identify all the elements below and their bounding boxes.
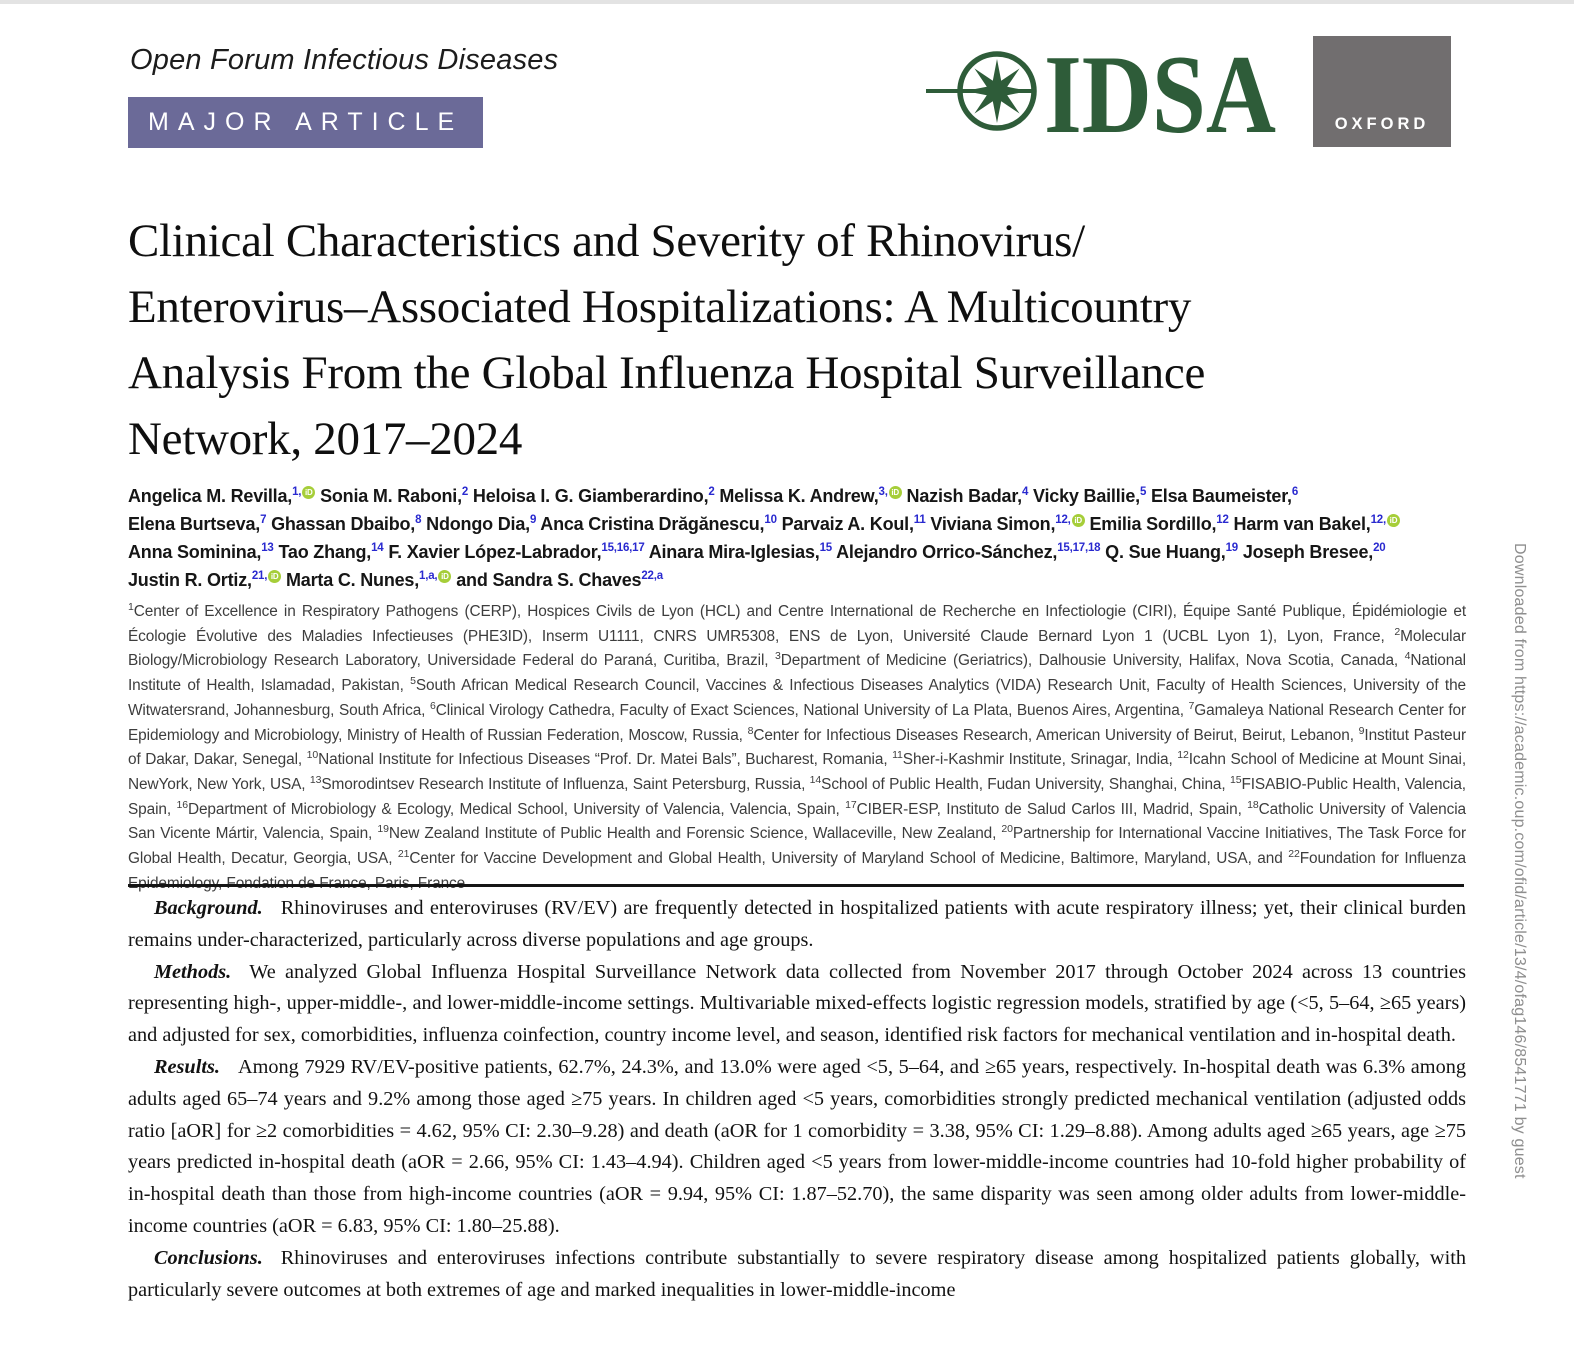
author-affiliation-superscript: 12,	[1370, 514, 1386, 526]
abstract-paragraph: Methods. We analyzed Global Influenza Hospital Surveillance Network data collected from November 2017 through October 2024 across 13 countries representing high-, upper-middle-, and lower-middle-income settings. Multivariable mixed-effects logistic regression models, stratified by age (<5, 5–64, ≥65 years) and adjusted for sex, comorbidities, influenza coinfection, country income level, and season, identified risk factors for mechanical ventilation and in-hospital death.	[128, 960, 1466, 1047]
author-name: Harm van Bakel,	[1233, 514, 1371, 534]
author-affiliation-superscript: 15,16,17	[601, 542, 645, 554]
affiliation-superscript: 18	[1247, 798, 1259, 811]
author-name: Parvaiz A. Koul,	[781, 514, 914, 534]
author-affiliation-superscript: 2	[461, 486, 469, 498]
affiliation-superscript: 7	[1188, 699, 1195, 712]
author-line	[128, 510, 1470, 538]
author-affiliation-superscript: 7	[260, 514, 267, 526]
orcid-icon[interactable]: iD	[889, 486, 902, 499]
journal-name: Open Forum Infectious Diseases	[130, 44, 559, 76]
author-name: Q. Sue Huang,	[1105, 542, 1226, 562]
author-affiliation-superscript: 6	[1291, 486, 1299, 498]
abstract-section-label: Methods.	[154, 960, 232, 983]
orcid-icon[interactable]: iD	[1387, 514, 1400, 527]
author-affiliation-superscript: 1,	[292, 486, 302, 498]
author-affiliation-superscript: 15	[819, 542, 832, 554]
affiliation-superscript: 8	[747, 724, 754, 737]
author-name: Nazish Badar,	[906, 486, 1022, 506]
author-name: Alejandro Orrico-Sánchez,	[836, 542, 1058, 562]
affiliation-superscript: 11	[892, 749, 903, 762]
top-edge-strip	[0, 0, 1574, 4]
oxford-logo	[1313, 36, 1451, 147]
author-affiliation-superscript: 9	[529, 514, 537, 526]
author-name: Elsa Baumeister,	[1150, 486, 1292, 506]
idsa-logo-text: IDSA	[1044, 33, 1277, 157]
affiliation-superscript: 3	[774, 650, 781, 663]
abstract-paragraph: Conclusions. Rhinoviruses and enteroviruses infections contribute substantially to severe respiratory disease among hospitalized patients globally, with particularly severe outcomes at both extremes of age and marked inequalities in lower-middle-income	[128, 1246, 1466, 1301]
author-affiliation-superscript: 12	[1216, 514, 1229, 526]
author-affiliation-superscript: 5	[1139, 486, 1147, 498]
author-name: F. Xavier López-Labrador,	[388, 542, 602, 562]
author-name: Angelica M. Revilla,	[128, 486, 293, 506]
author-affiliation-superscript: 15,17,18	[1057, 542, 1101, 554]
author-name: Ndongo Dia,	[426, 514, 530, 534]
author-name: Ghassan Dbaibo,	[271, 514, 416, 534]
author-name: Joseph Bresee,	[1242, 542, 1374, 562]
author-affiliation-superscript: 3,	[878, 486, 888, 498]
affiliations: $^1$Center of Excellence in Respiratory Pathogens (CERP), Hospices Civils de Lyon (HCL) and Centre International de Recherche en Infectiologie (CIRI), Équipe Santé Publique, Épidémiologie et Écologie Évolutive des Maladies Infectieuses (PHE3ID), Inserm U1111, CNRS UMR5308, ENS de Lyon, Université Claude Bernard Lyon 1 (UCBL Lyon 1), Lyon, France, $^2$Molecular Biology/Microbiology Research Laboratory, Universidade Federal do Paraná, Curitiba, Brazil, $^3$Department of Medicine (Geriatrics), Dalhousie University, Halifax, Nova Scotia, Canada, $^4$National Institute of Health, Islamadad, Pakistan, $^5$South African Medical Research Council, Vaccines & Infectious Diseases Analytics (VIDA) Research Unit, Faculty of Health Sciences, University of the Witwatersrand, Johannesburg, South Africa, $^6$Clinical Virology Cathedra, Faculty of Exact Sciences, National University of La Plata, Buenos Aires, Argentina, $^7$Gamaleya National Research Center for Epidemiology and Microbiology, Ministry of Health of Russian Federation, Moscow, Russia, $^8$Center for Infectious Diseases Research, American University of Beirut, Beirut, Lebanon, $^9$Institut Pasteur of Dakar, Dakar, Senegal, $^{10}$National Institute for Infectious Diseases “Prof. Dr. Matei Bals”, Bucharest, Romania, $^{11}$Sher-i-Kashmir Institute, Srinagar, India, $^{12}$Icahn School of Medicine at Mount Sinai, NewYork, New York, USA, $^{13}$Smorodintsev Research Institute of Influenza, Saint Petersburg, Russia, $^{14}$School of Public Health, Fudan University, Shanghai, China, $^{15}$FISABIO-Public Health, Valencia, Spain, $^{16}$Department of Microbiology & Ecology, Medical School, University of Valencia, Valencia, Spain, $^{17}$CIBER-ESP, Instituto de Salud Carlos III, Madrid, Spain, $^{18}$Catholic University of Valencia San Vicente Mártir, Valencia, Spain, $^{19}$New Zealand Institute of Public Health and Forensic Science, Wallaceville, New Zealand, $^{20}$Partnership for International Vaccine Initiatives, The Task Force for Global Health, Decatur, Georgia, USA, $^{21}$Center for Vaccine Development and Global Health, University of Maryland School of Medicine, Baltimore, Maryland, USA, and $^{22}$Foundation for Influenza	[128, 600, 1467, 868]
author-name: Emilia Sordillo,	[1089, 514, 1217, 534]
author-affiliation-superscript: 14	[371, 542, 384, 554]
orcid-icon[interactable]: iD	[438, 570, 451, 583]
author-name: and Sandra S. Chaves	[456, 570, 642, 590]
affiliation-superscript: 4	[1404, 650, 1411, 663]
author-name: Tao Zhang,	[278, 542, 372, 562]
author-affiliation-superscript: 8	[415, 514, 422, 526]
affiliation-superscript: 6	[429, 699, 436, 712]
author-name: Elena Burtseva,	[128, 514, 261, 534]
orcid-icon[interactable]: iD	[302, 486, 315, 499]
author-list	[128, 482, 1470, 594]
abstract-paragraph: Results. Among 7929 RV/EV-positive patients, 62.7%, 24.3%, and 13.0% were aged <5, 5–64, and ≥65 years, respectively. In-hospital death was 6.3% among adults aged 65–74 years and 9.2% among those aged ≥75 years. In children aged <5 years, comorbidities strongly predicted mechanical ventilation (adjusted odds ratio [aOR] for ≥2 comorbidities = 4.62, 95% CI: 2.30–9.28) and death (aOR for 1 comorbidity = 3.38, 95% CI: 1.29–8.88). Among adults aged ≥65 years, age ≥75 years predicted in-hospital death (aOR = 2.66, 95% CI: 1.43–4.94). Children aged <5 years from lower-middle-income countries had 10-fold higher probability of in-hospital death than those from high-income countries (aOR = 9.94, 95% CI: 1.87–52.70), the same disparity was seen among older adults from lower-middle-income countries (aOR = 6.83, 95% CI: 1.80–25.88).	[128, 1055, 1466, 1237]
affiliation-superscript: 22	[1288, 847, 1300, 860]
abstract-section-label: Background.	[154, 897, 263, 919]
affiliation-superscript: 13	[309, 773, 322, 786]
author-name: Justin R. Ortiz,	[128, 570, 252, 590]
affiliation-superscript: 19	[377, 823, 389, 836]
author-line	[128, 538, 1470, 566]
author-line	[128, 482, 1470, 510]
author-name: Melissa K. Andrew,	[719, 486, 879, 506]
author-name: Viviana Simon,	[930, 514, 1056, 534]
affiliation-superscript: 5	[410, 674, 416, 687]
author-name: Heloisa I. G. Giamberardino,	[472, 486, 709, 506]
affiliation-superscript: 17	[845, 798, 857, 811]
author-affiliation-superscript: 13	[261, 542, 274, 554]
affiliation-superscript: 10	[306, 749, 319, 762]
article-type-badge: MAJOR ARTICLE	[128, 97, 483, 148]
author-affiliation-superscript: 12,	[1055, 514, 1071, 526]
abstract-divider-rule	[128, 884, 1464, 887]
author-name: Ainara Mira-Iglesias,	[648, 542, 820, 562]
affiliation-superscript: 2	[1394, 625, 1401, 638]
author-affiliation-superscript: 20	[1373, 542, 1386, 554]
affiliation-superscript: 14	[809, 773, 822, 786]
author-affiliation-superscript: 2	[708, 486, 715, 498]
author-affiliation-superscript: 11	[913, 514, 926, 526]
idsa-logo	[926, 33, 1278, 157]
author-name: Vicky Baillie,	[1033, 486, 1140, 506]
author-line	[128, 566, 1470, 594]
oxford-logo-text: OXFORD	[1334, 115, 1430, 133]
author-affiliation-superscript: 4	[1021, 486, 1029, 498]
affiliation-superscript: 9	[1358, 724, 1365, 737]
affiliation-superscript: 15	[1229, 773, 1242, 786]
idsa-compass-icon	[926, 33, 1278, 157]
download-watermark: Downloaded from https://academic.oup.com/ofid/article/13/4/ofag146/8541771 by guest	[1511, 543, 1528, 1179]
author-affiliation-superscript: 19	[1225, 542, 1238, 554]
author-name: Sonia M. Raboni,	[320, 486, 462, 506]
affiliation-superscript: 20	[1001, 823, 1013, 836]
author-name: Marta C. Nunes,	[286, 570, 420, 590]
abstract-section-label: Conclusions.	[154, 1246, 263, 1269]
abstract-section-label: Results.	[154, 1055, 220, 1078]
affiliation-superscript: 1	[128, 600, 134, 613]
affiliation-superscript: 12	[1177, 749, 1189, 762]
author-name: Anna Sominina,	[128, 542, 262, 562]
author-affiliation-superscript: 22,a	[641, 570, 663, 582]
author-affiliation-superscript: 1,a,	[419, 570, 438, 582]
abstract-paragraph: Background. Rhinoviruses and enteroviruses (RV/EV) are frequently detected in hospitalized patients with acute respiratory illness; yet, their clinical burden remains under-characterized, particularly across diverse populations and age groups.	[128, 897, 1466, 951]
article-title: Clinical Characteristics and Severity of Rhinovirus/ Enterovirus–Associated Hospitalizations: A Multicountry Analysis From the Global Influenza Hospital Surveillance Network, 2017–2024	[128, 215, 1206, 465]
abstract	[128, 893, 1466, 1306]
author-name: Anca Cristina Drăgănescu,	[540, 514, 765, 534]
author-affiliation-superscript: 21,	[251, 570, 268, 582]
author-affiliation-superscript: 10	[764, 514, 777, 526]
affiliation-superscript: 16	[176, 798, 188, 811]
orcid-icon[interactable]: iD	[268, 570, 281, 583]
affiliation-superscript: 21	[397, 847, 410, 860]
orcid-icon[interactable]: iD	[1072, 514, 1085, 527]
